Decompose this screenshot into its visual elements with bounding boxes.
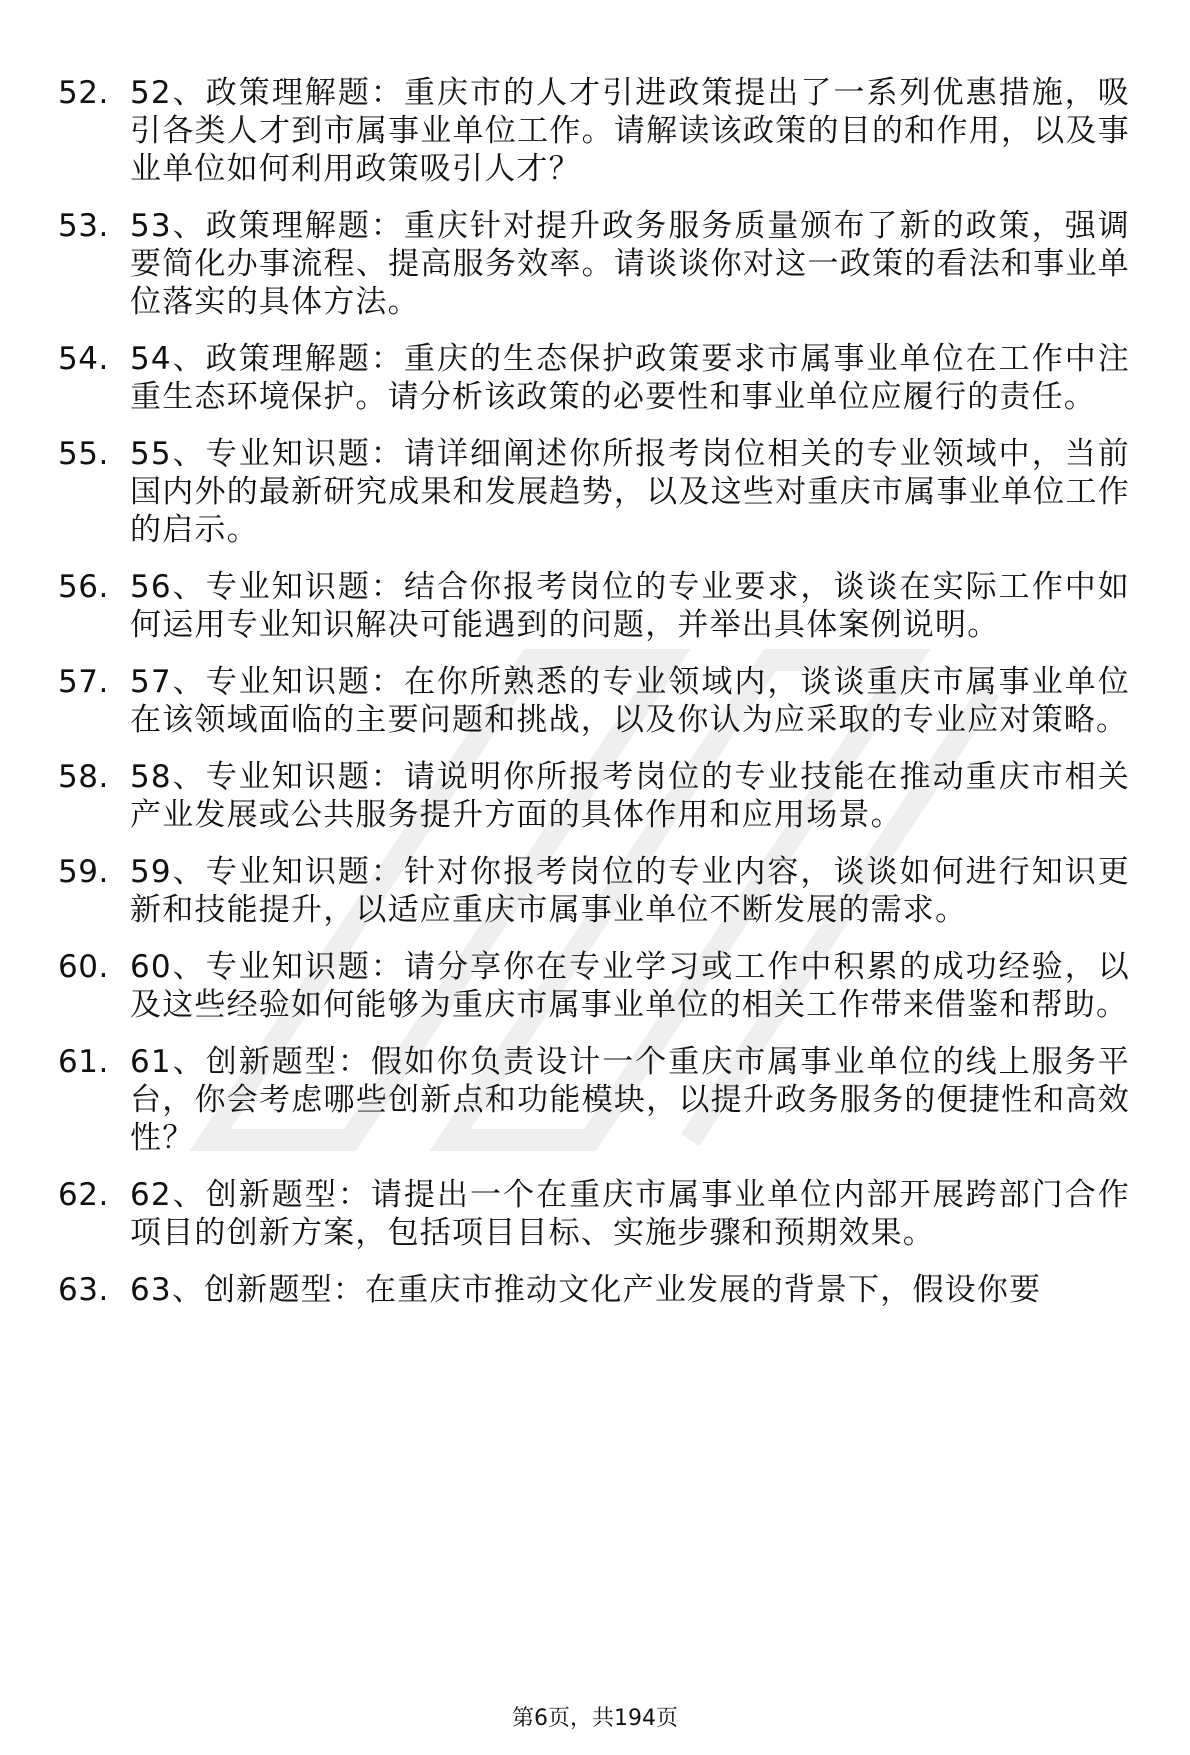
question-number: 61. [58, 1044, 109, 1080]
list-item [58, 435, 1158, 549]
question-text: 59、专业知识题：针对你报考岗位的专业内容，谈谈如何进行知识更新和技能提升，以适应重庆市属事业单位不断发展的需求。 [130, 854, 1130, 928]
list-item [58, 340, 1158, 416]
page-footer: 第6页，共194页 [512, 1706, 678, 1731]
list-item [58, 758, 1158, 834]
question-number: 56. [58, 569, 109, 605]
list-item [58, 1271, 1158, 1309]
question-text: 53、政策理解题：重庆针对提升政务服务质量颁布了新的政策，强调要简化办事流程、提高服务效率。请谈谈你对这一政策的看法和事业单位落实的具体方法。 [130, 208, 1130, 320]
question-text: 62、创新题型：请提出一个在重庆市属事业单位内部开展跨部门合作项目的创新方案，包括项目目标、实施步骤和预期效果。 [130, 1177, 1130, 1251]
list-item [58, 568, 1158, 644]
question-text: 54、政策理解题：重庆的生态保护政策要求市属事业单位在工作中注重生态环境保护。请分析该政策的必要性和事业单位应履行的责任。 [130, 341, 1130, 415]
question-text: 52、政策理解题：重庆市的人才引进政策提出了一系列优惠措施，吸引各类人才到市属事业单位工作。请解读该政策的目的和作用，以及事业单位如何利用政策吸引人才？ [130, 75, 1130, 187]
list-item [58, 74, 1158, 188]
question-text: 60、专业知识题：请分享你在专业学习或工作中积累的成功经验，以及这些经验如何能够为重庆市属事业单位的相关工作带来借鉴和帮助。 [130, 949, 1130, 1023]
question-text: 63、创新题型：在重庆市推动文化产业发展的背景下，假设你要 [130, 1272, 1042, 1308]
question-number: 59. [58, 854, 109, 890]
question-number: 60. [58, 949, 109, 985]
question-number: 57. [58, 664, 109, 700]
list-item [58, 853, 1158, 929]
question-text: 61、创新题型：假如你负责设计一个重庆市属事业单位的线上服务平台，你会考虑哪些创新点和功能模块，以提升政务服务的便捷性和高效性？ [130, 1044, 1130, 1156]
list-item [58, 663, 1158, 739]
question-number: 53. [58, 208, 109, 244]
list-item [58, 1043, 1158, 1157]
question-number: 58. [58, 759, 109, 795]
list-item [58, 1176, 1158, 1252]
question-list [58, 74, 1158, 1328]
question-number: 52. [58, 75, 109, 111]
question-text: 55、专业知识题：请详细阐述你所报考岗位相关的专业领域中，当前国内外的最新研究成果和发展趋势，以及这些对重庆市属事业单位工作的启示。 [130, 436, 1130, 548]
question-number: 62. [58, 1177, 109, 1213]
question-text: 57、专业知识题：在你所熟悉的专业领域内，谈谈重庆市属事业单位在该领域面临的主要问题和挑战，以及你认为应采取的专业应对策略。 [130, 664, 1130, 738]
question-number: 54. [58, 341, 109, 377]
question-number: 55. [58, 436, 109, 472]
question-text: 56、专业知识题：结合你报考岗位的专业要求，谈谈在实际工作中如何运用专业知识解决可能遇到的问题，并举出具体案例说明。 [130, 569, 1130, 643]
question-text: 58、专业知识题：请说明你所报考岗位的专业技能在推动重庆市相关产业发展或公共服务提升方面的具体作用和应用场景。 [130, 759, 1130, 833]
list-item [58, 948, 1158, 1024]
list-item [58, 207, 1158, 321]
question-number: 63. [58, 1272, 109, 1308]
